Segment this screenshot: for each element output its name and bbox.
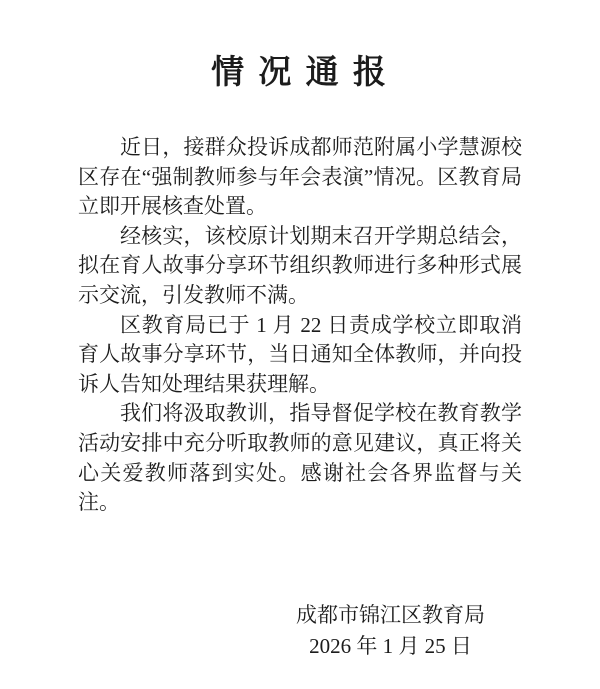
- notice-paragraph: 经核实，该校原计划期末召开学期总结会，拟在育人故事分享环节组织教师进行多种形式展示交流，引发教师不满。: [78, 223, 522, 307]
- notice-paragraph: 近日，接群众投诉成都师范附属小学慧源校区存在“强制教师参与年会表演”情况。区教育局立即开展核查处置。: [78, 135, 522, 219]
- signature-block: [296, 600, 485, 662]
- issuer-name: 成都市锦江区教育局: [296, 602, 485, 627]
- notice-paragraph: 我们将汲取教训，指导督促学校在教育教学活动安排中充分听取教师的意见建议，真正将关心关爱教师落到实处。感谢社会各界监督与关注。: [78, 401, 522, 515]
- notice-title: 情 况 通 报: [211, 55, 389, 91]
- notice-body: [78, 133, 522, 518]
- notice-paragraph: 区教育局已于 1 月 22 日责成学校立即取消育人故事分享环节，当日通知全体教师，并向投诉人告知处理结果获理解。: [78, 312, 522, 396]
- issue-date: 2026 年 1 月 25 日: [309, 633, 472, 658]
